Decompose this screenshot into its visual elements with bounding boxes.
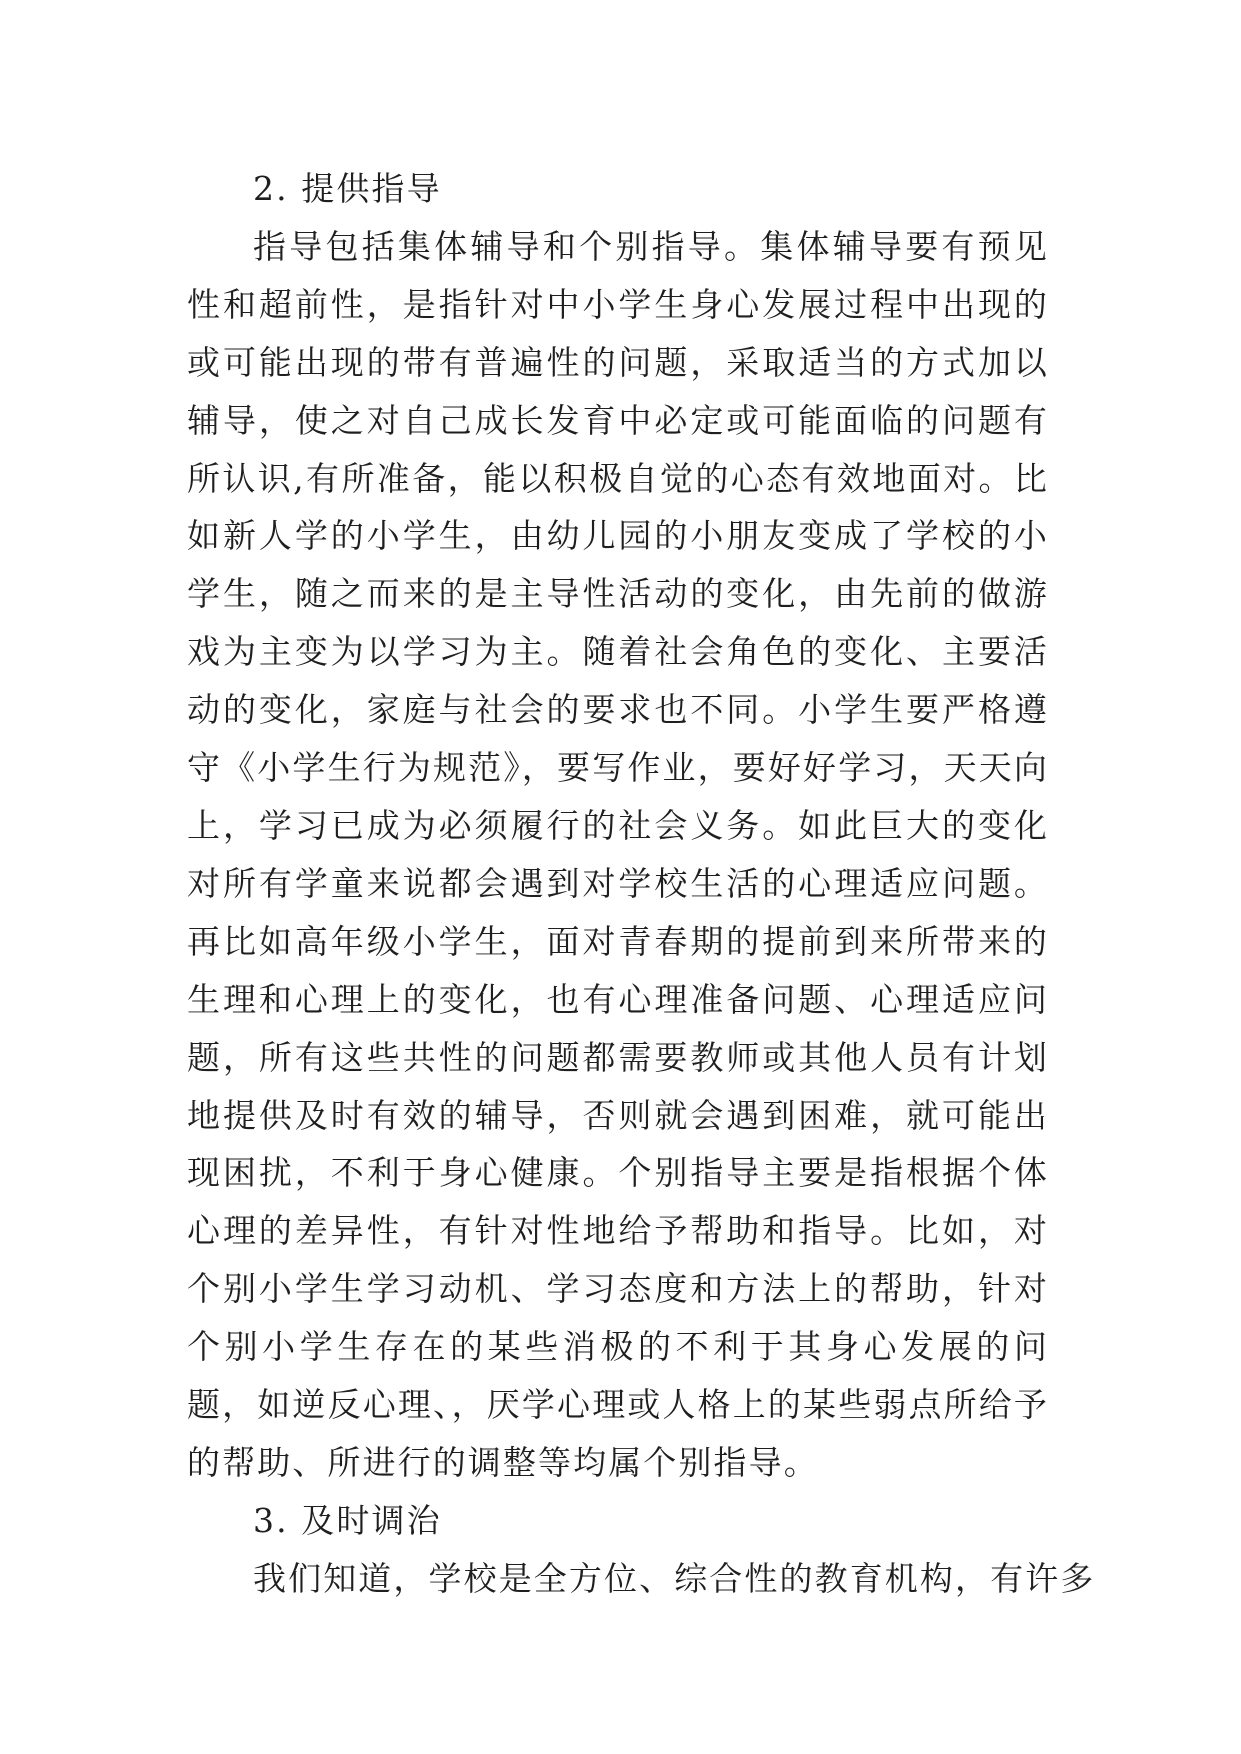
section-3-heading: 3. 及时调治 [253, 1500, 442, 1540]
section-2-heading: 2. 提供指导 [253, 169, 442, 208]
section-3-paragraph: 我们知道，学校是全方位、综合性的教育机构，有许多 [253, 1558, 1096, 1598]
section-2-paragraph: 指导包括集体辅导和个别指导。集体辅导要有预见性和超前性，是指针对中小学生身心发展过程中出现的或可能出现的带有普遍性的问题，采取适当的方式加以辅导，使之对自己成长发育中必定或可能面临的问题有所认识,有所准备，能以积极自觉的心态有效地面对。比如新人学的小学生，由幼儿园的小朋友变成了学校的小学生，随之而来的是主导性活动的变化，由先前的做游戏为主变为以学习为主。随着社会角色的变化、主要活动的变化，家庭与社会的要求也不同。小学生要严格遵守《小学生行为规范》，要写作业，要好好学习，天天向上，学习已成为必须履行的社会义务。如此巨大的变化对所有学童来说都会遇到对学校生活的心理适应问题。再比如高年级小学生，面对青春期的提前到来所带来的生理和心理上的变化，也有心理准备问题、心理适应问题，所有这些共性的问题都需要教师或其他人员有计划地提供及时有效的辅导，否则就会遇到困难，就可能出现困扰，不利于身心健康。个别指导主要是指根据个体心理的差异性，有针对性地给予帮助和指导。比如，对个别小学生学习动机、学习态度和方法上的帮助，针对个别小学生存在的某些消极的不利于其身心发展的问题，如逆反心理、，厌学心理或人格上的某些弱点所给予的帮助、所进行的调整等均属个别指导。 [187, 226, 1049, 1482]
document-body [187, 160, 1096, 1608]
